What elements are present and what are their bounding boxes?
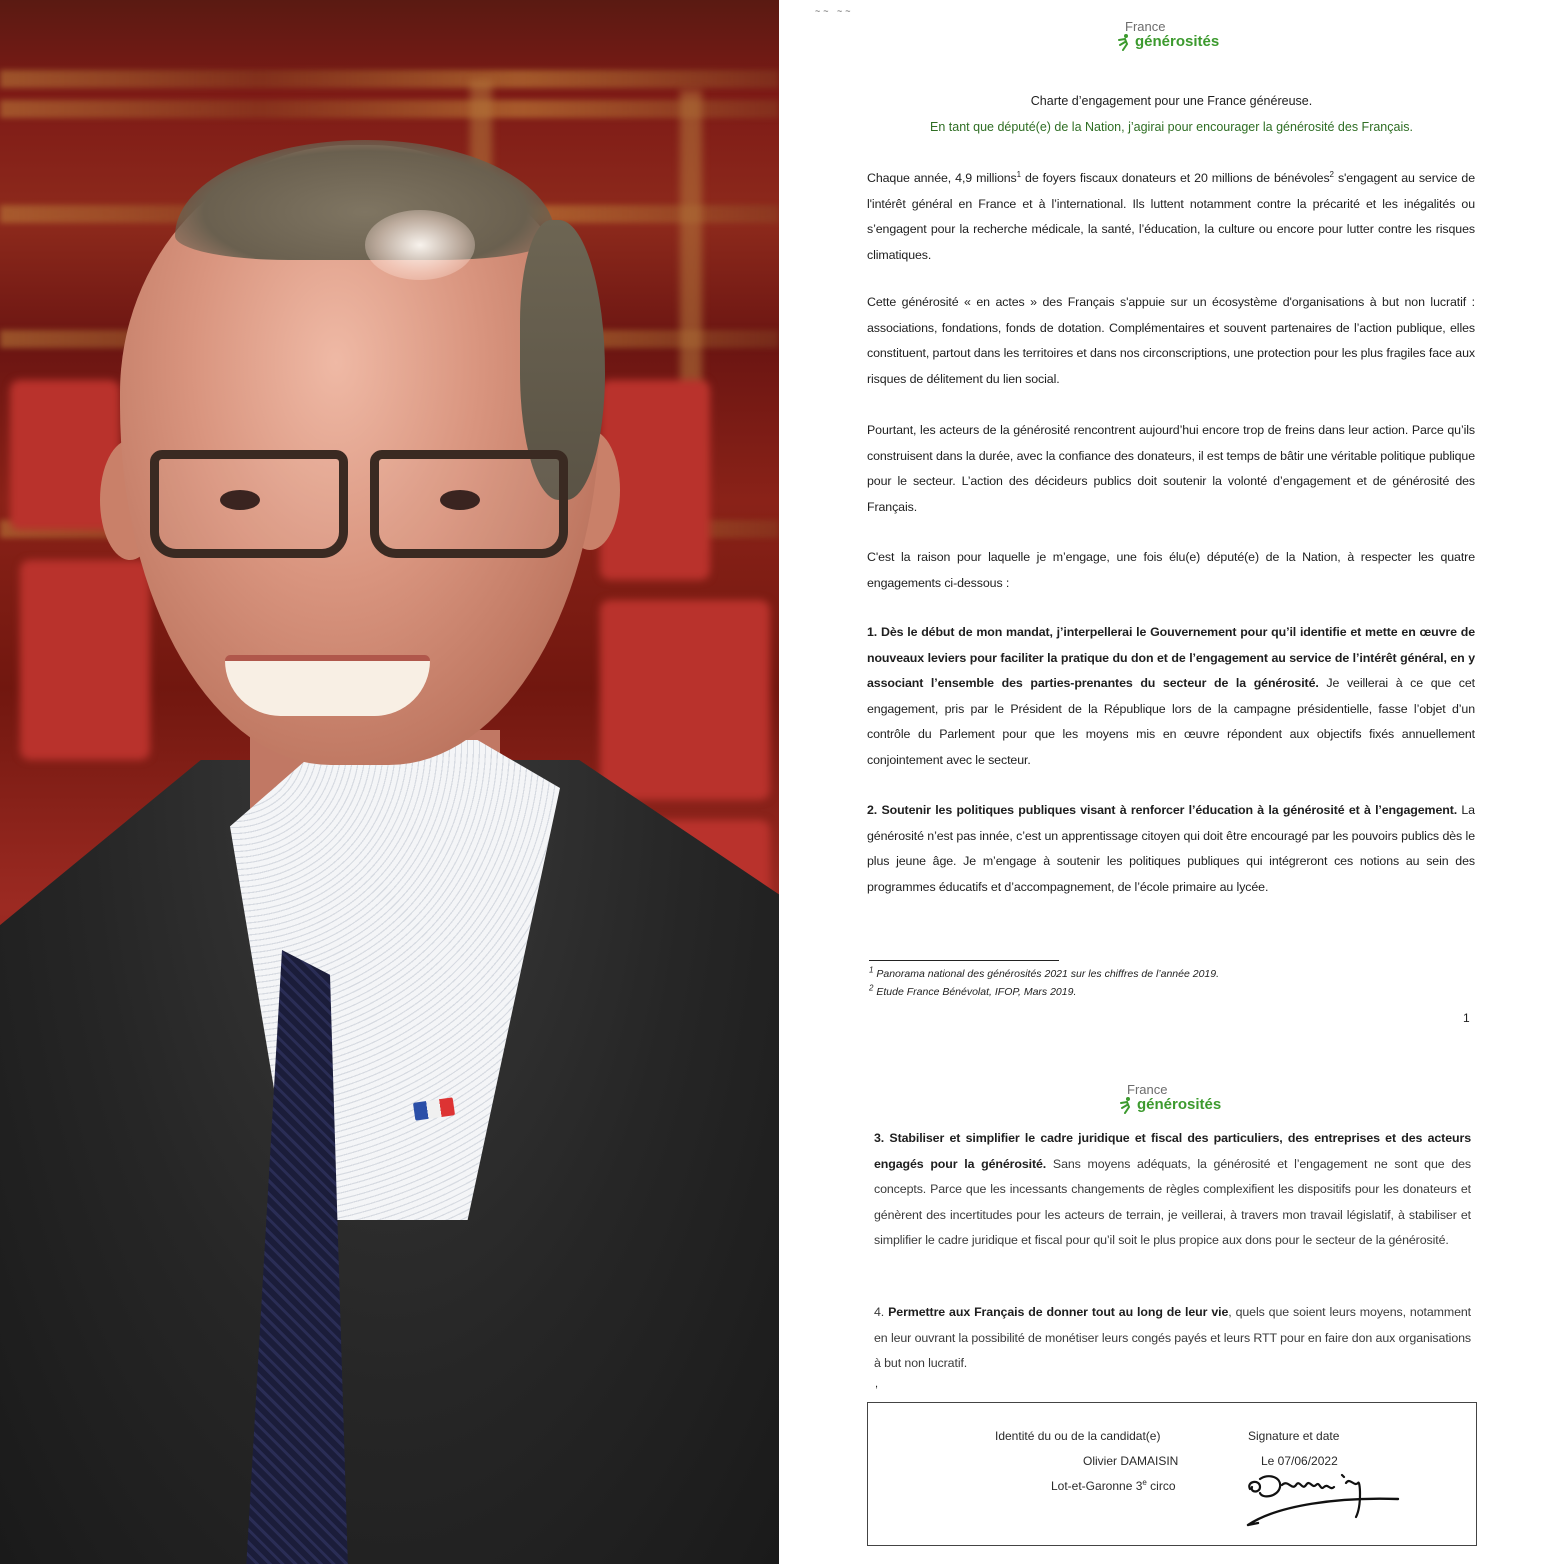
signature-label: Signature et date (1248, 1429, 1340, 1443)
identity-label: Identité du ou de la candidat(e) (995, 1429, 1161, 1443)
scan-artifact: ~~ ~~ (815, 6, 854, 16)
handwritten-signature-icon (1242, 1467, 1412, 1537)
commitment-heading: 1. Dès le début de mon mandat, j’interpellerai le Gouvernement pour qu’il identifie et mette en œuvre de nouveaux leviers pour faciliter la pratique du don et de l’engagement au service de l’intérêt général, en y associant l’ensemble des parties-prenantes du secteur de la générosité. (867, 625, 1475, 690)
red-seat (20, 560, 150, 760)
constituency (1051, 1479, 1176, 1493)
eye (220, 490, 260, 510)
commitment-text: La générosité n’est pas innée, c’est un apprentissage citoyen qui doit être encouragé par les pouvoirs publics dès le plus jeune âge. Je m’engage à soutenir les politiques publiques qui intégreront ces notions au sein des programmes éducatifs et d’accompagnement, de l’école primaire au lycée. (867, 803, 1475, 894)
ecosystem-paragraph: Cette générosité « en actes » des Français s'appuie sur un écosystème d'organisations à but non lucratif : associations, fondations, fonds de dotation. Complémentaires et souvent partenaires de l’action publique, elles constituent, partout dans les territoires et dans nos circonscriptions, une protection pour les plus fragiles face aux risques de délitement du lien social. (867, 295, 1475, 386)
commitment-text: Sans moyens adéquats, la générosité et l’engagement ne sont que des concepts. Parce que les incessants changements de règles complexifient les dispositifs pour les donateurs et génèrent des incertitudes pour les acteurs de terrain, je veillerai, à travers mon travail législatif, à stabiliser et simplifier le cadre juridique et fiscal pour qu’il soit le plus propice aux dons pour le secteur de la générosité. (874, 1156, 1471, 1247)
footnote-2 (869, 983, 1077, 998)
france-generosites-logo (1119, 1083, 1259, 1114)
light-reflection (365, 210, 475, 280)
candidate-portrait-photo (0, 0, 779, 1564)
logo-line-generosites (1119, 1096, 1259, 1114)
obstacles-paragraph: Pourtant, les acteurs de la générosité rencontrent aujourd’hui encore trop de freins dans leur action. Parce qu’ils construisent dans la durée, avec la confiance des donateurs, il est temps de bâtir une véritable politique publique pour le secteur. L’action des décideurs publics doit soutenir la volonté d’engagement et de générosité des Français. (867, 423, 1475, 514)
footnote-text: Panorama national des générosités 2021 sur les chiffres de l’année 2019. (873, 968, 1220, 980)
chamber-bench (0, 100, 779, 118)
charter-document (779, 0, 1564, 1564)
footnote-ref: 1 (1016, 169, 1022, 179)
logo-line-france: France (1127, 1082, 1168, 1097)
chamber-bench (0, 70, 779, 88)
footnote-text: Etude France Bénévolat, IFOP, Mars 2019. (873, 986, 1077, 998)
logo-line-france: France (1125, 19, 1166, 34)
logo-text: générosités (1137, 1096, 1222, 1113)
candidate-name: Olivier DAMAISIN (1083, 1454, 1179, 1468)
footnote-1 (869, 965, 1220, 980)
page-number: 1 (1463, 1011, 1470, 1025)
stray-mark: , (875, 1378, 879, 1390)
footnote-number: 1 (869, 965, 874, 975)
signature-box (867, 1402, 1477, 1546)
text: s'engagent au service de l'intérêt général en France et à l’international. Ils luttent notamment contre la précarité et les inégalités ou s’engagent pour la recherche médicale, la santé, l’éducation, la culture ou encore pour lutter contre les risques climatiques. (867, 171, 1476, 262)
commitment-heading: Permettre aux Français de donner tout au long de leur vie (888, 1305, 1229, 1319)
footnote-number: 2 (869, 983, 874, 993)
signature-date: Le 07/06/2022 (1261, 1454, 1338, 1468)
commitment-text: Je veillerai à ce que cet engagement, pris par le Président de la République lors de la campagne présidentielle, fasse l’objet d’un contrôle du Parlement pour que les moyens mis en œuvre répondent aux objectifs fixés annuellement conjointement avec le secteur. (867, 676, 1476, 767)
france-generosites-logo (1117, 20, 1257, 51)
pledge-intro-paragraph: C'est la raison pour laquelle je m’engage, une fois élu(e) député(e) de la Nation, à respecter les quatre engagements ci-dessous : (867, 550, 1475, 590)
text: Chaque année, 4,9 millions (867, 171, 1017, 185)
commitment-2 (867, 798, 1475, 900)
footnote-divider (869, 960, 1059, 961)
text: Lot-et-Garonne 3 (1051, 1479, 1143, 1493)
footnote-ref: 2 (1329, 169, 1334, 179)
document-title: Charte d’engagement pour une France généreuse. (1030, 94, 1313, 108)
text: circo (1146, 1479, 1176, 1493)
running-figure-icon (1119, 1096, 1133, 1114)
logo-line-generosites (1117, 33, 1257, 51)
commitment-1 (867, 620, 1475, 773)
document-subtitle: En tant que député(e) de la Nation, j’agirai pour encourager la générosité des Français. (930, 120, 1413, 134)
text: de foyers fiscaux donateurs et 20 millions de bénévoles (1021, 171, 1330, 185)
eye (440, 490, 480, 510)
commitment-heading: 2. Soutenir les politiques publiques visant à renforcer l’éducation à la générosité et à l’engagement. (867, 803, 1458, 817)
running-figure-icon (1117, 33, 1131, 51)
text: e (1142, 1478, 1147, 1487)
commitment-number: 4. (874, 1305, 889, 1319)
logo-text: générosités (1135, 33, 1220, 50)
intro-paragraph (867, 166, 1475, 268)
commitment-text: , quels que soient leurs moyens, notamment en leur ouvrant la possibilité de monétiser leurs congés payés et leurs RTT pour en faire don aux organisations à but non lucratif. (874, 1305, 1471, 1370)
commitment-heading: 3. Stabiliser et simplifier le cadre juridique et fiscal des particuliers, des entreprises et des acteurs engagés pour la générosité. (874, 1131, 1471, 1171)
commitment-4 (874, 1300, 1471, 1377)
commitment-3 (874, 1126, 1471, 1254)
glasses (110, 440, 600, 550)
red-seat (600, 600, 770, 800)
smile (225, 655, 430, 716)
